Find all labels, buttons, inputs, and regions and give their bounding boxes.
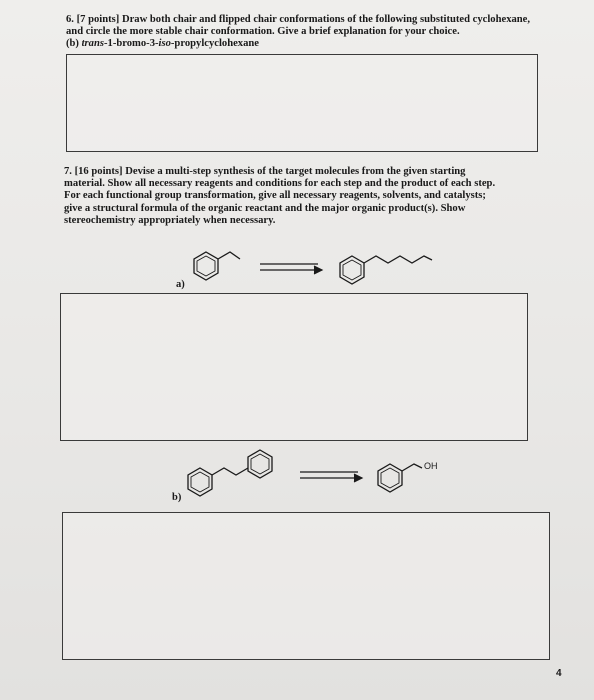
hydroxyl-label: OH [424,461,438,471]
question-7-line-1: 7. [16 points] Devise a multi-step synthesis of the target molecules from the given starting [64,166,466,177]
reaction-a-label: a) [176,279,185,290]
question-7-line-4: give a structural formula of the organic reactant and the major organic product(s). Show [64,202,466,214]
question-6-line-1: 6. [7 points] Draw both chair and flipped chair conformations of the following substituted cyclohexane, [66,14,531,25]
question-7-line-5: stereochemistry appropriately when necessary. [64,214,276,226]
answer-box-reaction-a[interactable] [60,293,528,441]
question-6-line-2: and circle the more stable chair conformation. Give a brief explanation for your choice. [66,26,460,38]
reaction-a-arrow [258,258,328,278]
reaction-b-product [374,456,454,496]
reaction-b-starting-material [182,446,282,502]
question-7-line-3: For each functional group transformation, give all necessary reagents, solvents, and catalysts; [64,190,486,202]
reaction-b-label: b) [172,492,182,503]
question-7-line-2: material. Show all necessary reagents and conditions for each step and the product of each step. [64,178,496,190]
reaction-a-product [336,248,436,288]
answer-box-question-6[interactable] [66,54,538,152]
reaction-a-starting-material [188,246,248,286]
question-6 [66,14,546,51]
page-number: 4 [556,668,562,679]
answer-box-reaction-b[interactable] [62,512,550,660]
question-6-part-b: (b) trans-1-bromo-3-iso-propylcyclohexane [66,38,259,50]
reaction-b-arrow [298,466,368,486]
question-7 [64,166,548,227]
